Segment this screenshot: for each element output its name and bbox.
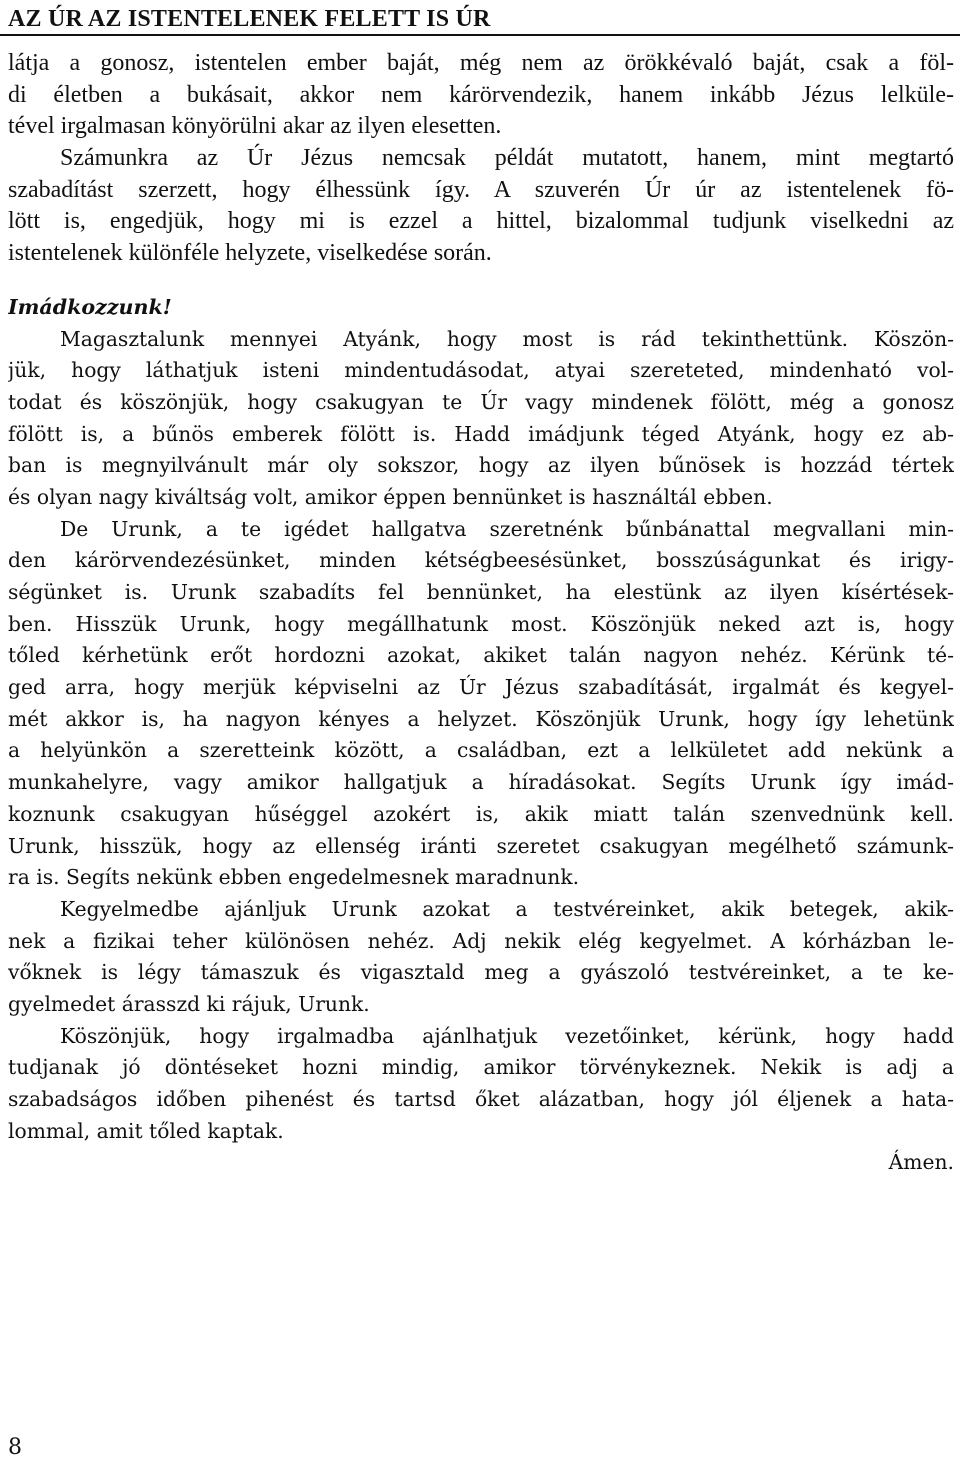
text-line: és olyan nagy kiváltság volt, amikor éppen bennünket is használtál ebben. bbox=[8, 484, 773, 509]
text-line: Köszönjük, hogy irgalmadba ajánlhatjuk vezetőinket, kérünk, hogy hadd bbox=[60, 1023, 954, 1048]
header-divider bbox=[0, 34, 960, 36]
amen-closing: Ámen. bbox=[888, 1150, 954, 1175]
text-line: di életben a bukásait, akkor nem kárörvendezik, hanem inkább Jézus lelküle- bbox=[8, 81, 954, 108]
text-line: a helyünkön a szeretteink között, a családban, ezt a lelkületet add nekünk a bbox=[8, 738, 954, 763]
text-line: tudjanak jó döntéseket hozni mindig, amikor törvénykeznek. Nekik is adj a bbox=[8, 1055, 954, 1080]
text-line: Kegyelmedbe ajánljuk Urunk azokat a testvéreinket, akik betegek, akik- bbox=[60, 896, 954, 921]
text-line: Urunk, hisszük, hogy az ellenség iránti szeretet csakugyan megélhető számunk- bbox=[8, 833, 954, 858]
text-line: ban is megnyilvánult már oly sokszor, hogy az ilyen bűnösek is hozzád tértek bbox=[8, 453, 954, 478]
page-number: 8 bbox=[8, 1435, 22, 1460]
prayer-heading: Imádkozzunk! bbox=[8, 294, 172, 319]
prayer-paragraph-praise bbox=[8, 324, 954, 514]
body-text bbox=[8, 48, 954, 1179]
text-line: ged arra, hogy merjük képviselni az Úr Jézus szabadítását, irgalmát és kegyel- bbox=[8, 675, 954, 700]
text-line: lött is, engedjük, hogy mi is ezzel a hittel, bizalommal tudjunk viselkedni az bbox=[8, 208, 954, 235]
text-line: todat és köszönjük, hogy csakugyan te Úr vagy mindenek fölött, még a gonosz bbox=[8, 389, 954, 414]
paragraph-intro bbox=[8, 48, 954, 143]
text-line: látja a gonosz, istentelen ember baját, még nem az örökkévaló baját, csak a föl- bbox=[8, 50, 954, 76]
text-line: tével irgalmasan könyörülni akar az ilyen elesetten. bbox=[8, 113, 502, 140]
text-line: vőknek is légy támaszuk és vigasztald meg a gyászoló testvéreinket, a te ke- bbox=[8, 960, 954, 985]
text-line: Számunkra az Úr Jézus nemcsak példát mutatott, hanem, mint megtartó bbox=[60, 145, 954, 172]
text-line: szabadítást szerzett, hogy élhessünk így. A szuverén Úr úr az istentelenek fö- bbox=[8, 176, 954, 203]
prayer-paragraph-intercession-sick bbox=[8, 894, 954, 1021]
text-line: den kárörvendezésünket, minden kétségbeesésünket, bosszúságunkat és irigy- bbox=[8, 548, 954, 573]
text-line: tőled kérhetünk erőt hordozni azokat, akiket talán nagyon nehéz. Kérünk té- bbox=[8, 643, 954, 668]
prayer-paragraph-intercession-leaders bbox=[8, 1021, 954, 1148]
text-line: szabadságos időben pihenést és tartsd őket alázatban, hogy jól éljenek a hata- bbox=[8, 1087, 954, 1111]
text-line: ra is. Segíts nekünk ebben engedelmesnek maradnunk. bbox=[8, 865, 580, 890]
text-line: koznunk csakugyan hűséggel azokért is, akik miatt talán szenvednünk kell. bbox=[8, 801, 954, 826]
text-line: nek a fizikai teher különösen nehéz. Adj nekik elég kegyelmet. A kórházban le- bbox=[8, 928, 954, 953]
text-line: lommal, amit tőled kaptak. bbox=[8, 1118, 284, 1143]
text-line: munkahelyre, vagy amikor hallgatjuk a híradásokat. Segíts Urunk így imád- bbox=[8, 770, 954, 795]
paragraph-reflection bbox=[8, 143, 954, 270]
prayer-paragraph-confession bbox=[8, 514, 954, 894]
text-line: mét akkor is, ha nagyon kényes a helyzet. Köszönjük Urunk, hogy így lehetünk bbox=[8, 706, 954, 731]
text-line: fölött is, a bűnös emberek fölött is. Hadd imádjunk téged Atyánk, hogy ez ab- bbox=[8, 421, 954, 446]
text-line: istentelenek különféle helyzete, viselkedése során. bbox=[8, 240, 492, 267]
text-line: De Urunk, a te igédet hallgatva szeretnénk bűnbánattal megvallani min- bbox=[60, 516, 954, 541]
text-line: gyelmedet árasszd ki rájuk, Urunk. bbox=[8, 991, 370, 1016]
text-line: jük, hogy láthatjuk isteni mindentudásodat, atyai szereteted, mindenható vol- bbox=[8, 358, 954, 383]
section-spacer bbox=[8, 270, 954, 292]
text-line: ben. Hisszük Urunk, hogy megállhatunk most. Köszönjük neked azt is, hogy bbox=[8, 611, 954, 636]
page-header-title: AZ ÚR AZ ISTENTELENEK FELETT IS ÚR bbox=[8, 6, 491, 32]
text-line: ségünket is. Urunk szabadíts fel bennünket, ha elestünk az ilyen kísértések- bbox=[8, 580, 954, 604]
text-line: Magasztalunk mennyei Atyánk, hogy most is rád tekinthettünk. Köszön- bbox=[60, 326, 954, 351]
